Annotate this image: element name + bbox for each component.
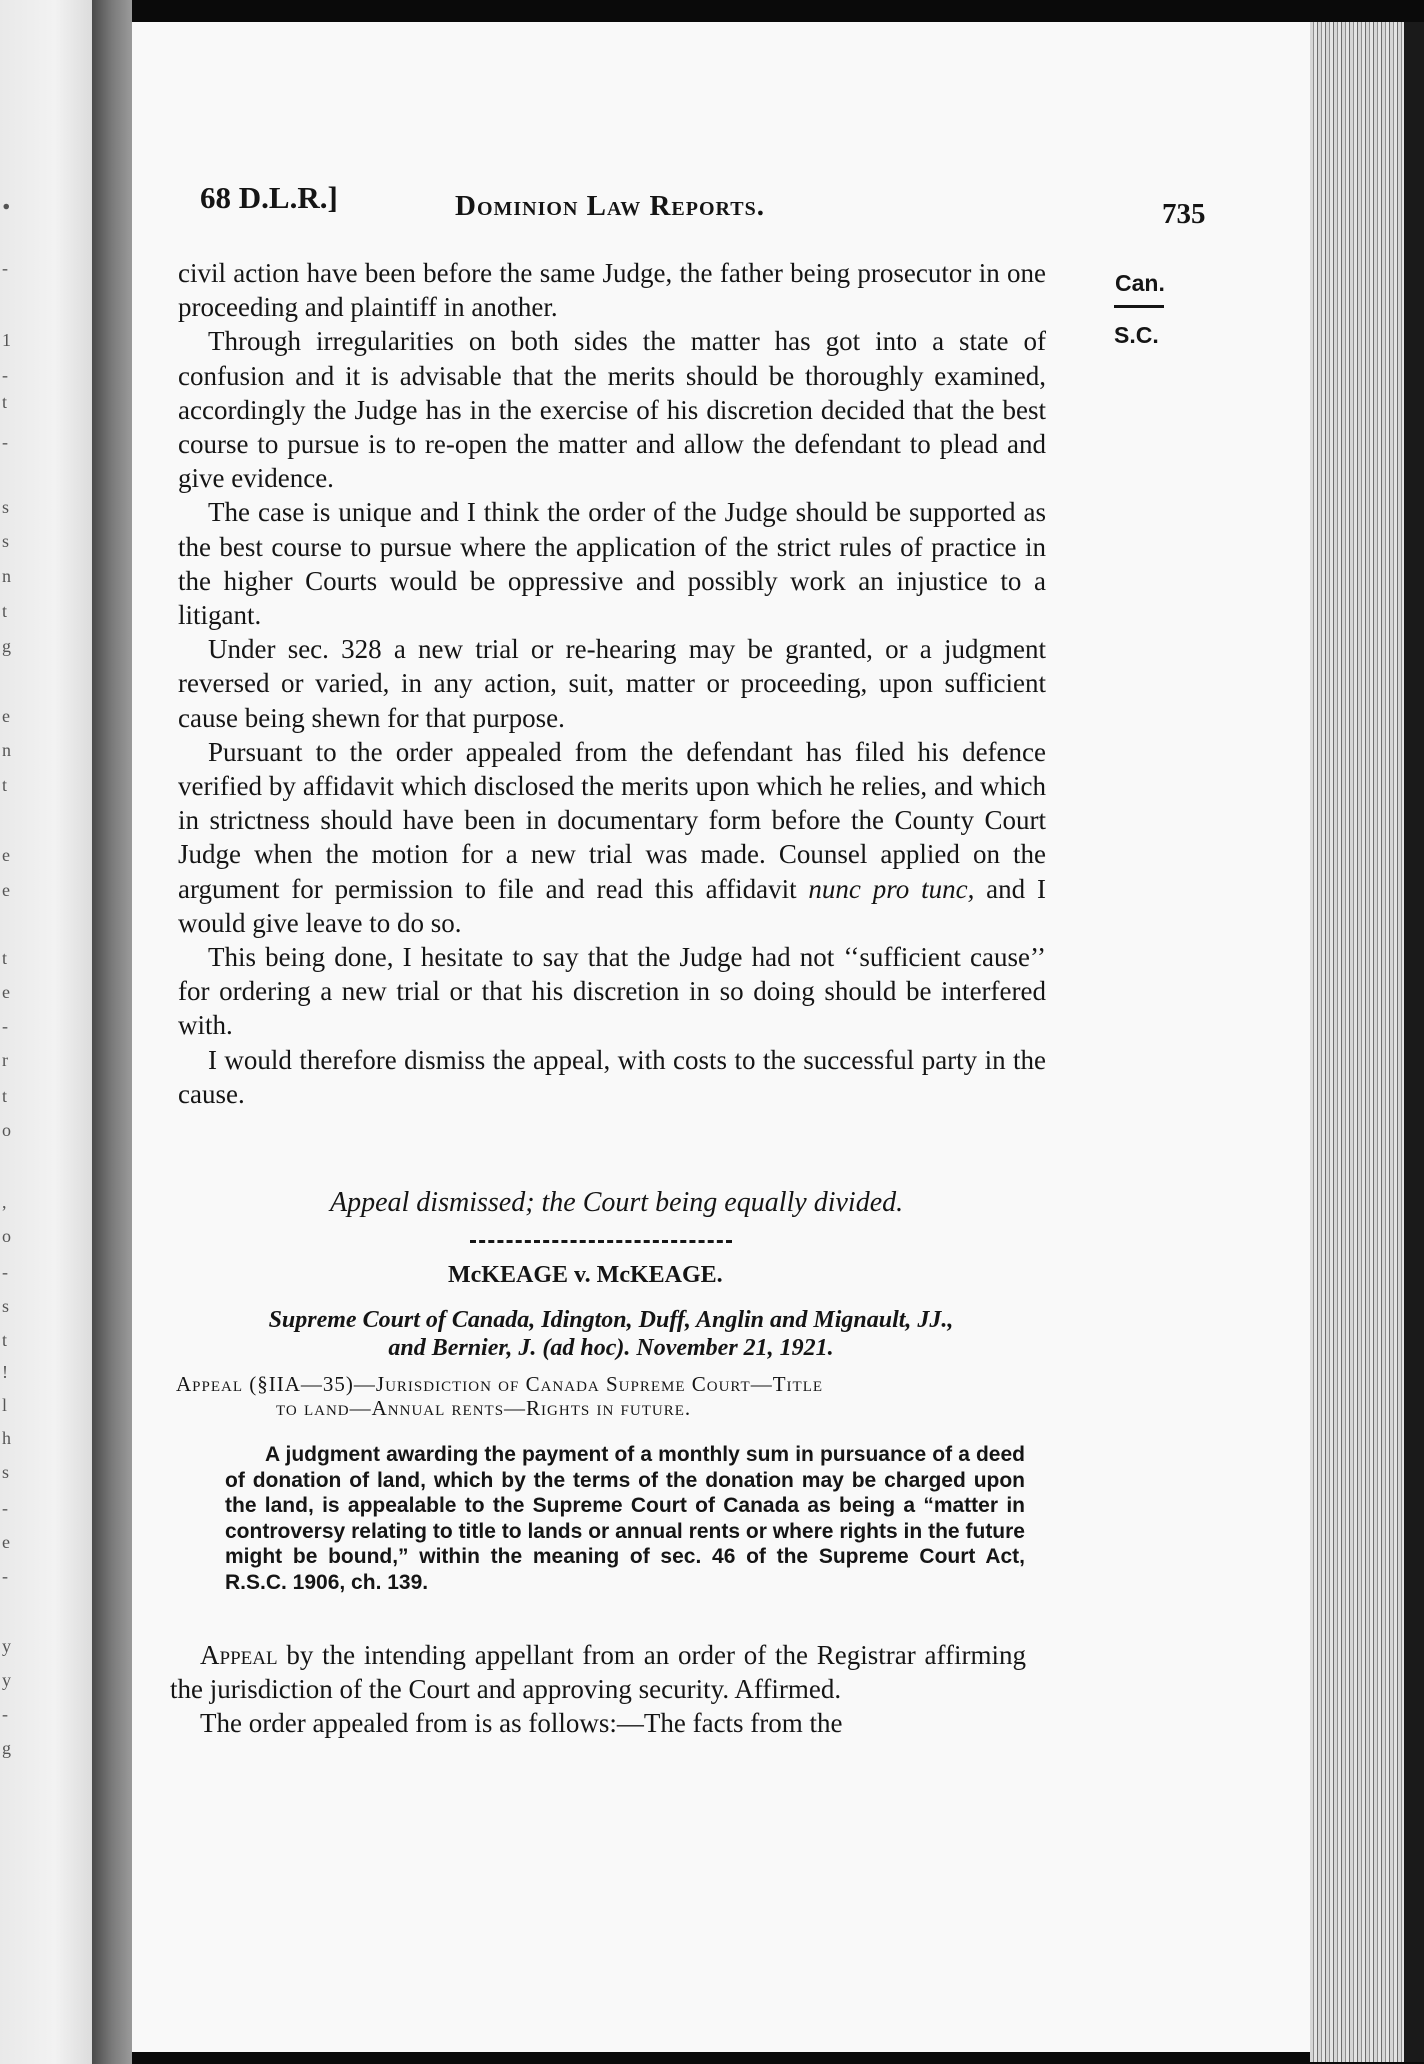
fragment: e	[2, 982, 10, 1002]
fragment: o	[2, 1226, 11, 1246]
fragment: h	[2, 1428, 11, 1448]
headnote: A judgment awarding the payment of a monthly sum in pursuance of a deed of donation of land, which by the terms of the donation may be charged upon the land, is appealable to the Supreme Court of Canada as being a “matter in controversy relating to title to lands or annual rents or where rights in the future might be bound,” within the meaning of sec. 46 of the Supreme Court Act, R.S.C. 1906, ch. 139.	[225, 1443, 1025, 1594]
fragment: s	[2, 1296, 10, 1316]
fragment: -	[2, 1566, 8, 1586]
section-divider	[470, 1240, 732, 1243]
paragraph-text: by the intending appellant from an order of the Registrar affirming the jurisdiction of the Court and approving security. Affirmed.	[170, 1640, 1026, 1704]
fragment: -	[2, 432, 8, 452]
running-title: Dominion Law Reports.	[455, 190, 765, 222]
fragment: y	[2, 1670, 11, 1690]
catchline: Appeal (§IIA—35)—Jurisdiction of Canada Supreme Court—Title	[176, 1372, 824, 1396]
intro-word: Appeal	[200, 1640, 278, 1670]
fragment: -	[2, 258, 8, 278]
fragment: e	[2, 880, 10, 900]
volume-reference: 68 D.L.R.]	[200, 180, 338, 215]
facing-page-edge	[0, 0, 92, 2064]
fragment: e	[2, 706, 10, 726]
fragment: l	[2, 1395, 8, 1415]
paragraph	[178, 735, 1046, 940]
fragment: n	[2, 566, 11, 586]
paragraph: This being done, I hesitate to say that the Judge had not ‘‘sufficient cause’’ for ordering a new trial or that his discretion in so doing should be interfered with.	[178, 942, 1046, 1041]
page-number: 735	[1162, 198, 1206, 230]
court-line: and Bernier, J. (ad hoc). November 21, 1921.	[388, 1335, 834, 1361]
fragment: -	[2, 1262, 8, 1282]
paragraph: The case is unique and I think the order of the Judge should be supported as the best course to pursue where the application of the strict rules of practice in the higher Courts would be oppressive and possibly work an injustice to a litigant.	[178, 497, 1046, 631]
disposition: Appeal dismissed; the Court being equally divided.	[330, 1187, 904, 1218]
paragraph-text: and I would give leave to do so.	[178, 873, 1046, 938]
paragraph	[170, 1638, 1026, 1706]
fragment: -	[2, 1498, 8, 1518]
fragment: -	[2, 1016, 8, 1036]
fragment: s	[2, 1462, 10, 1482]
margin-rule	[1114, 305, 1164, 308]
fragment: e	[2, 845, 10, 865]
paragraph-text: Pursuant to the order appealed from the defendant has filed his defence verified by affidavit which disclosed the merits upon which he relies, and which in strictness should have been in documentary form before the County Court Judge when the motion for a new trial was made. Counsel applied on the argument for permission to file and read this affidavit	[178, 736, 1046, 904]
fragment: e	[2, 1532, 10, 1552]
fragment: 1	[2, 330, 11, 350]
fragment: t	[2, 392, 8, 412]
facing-page-text-fragments	[0, 0, 30, 2064]
page-edges	[1310, 22, 1424, 2062]
fragment: .	[2, 180, 11, 217]
catchline: to land—Annual rents—Rights in future.	[276, 1396, 692, 1420]
paragraph: Through irregularities on both sides the matter has got into a state of confusion and it is advisable that the merits should be thoroughly examined, accordingly the Judge has in the exercise of his discretion decided that the best course to pursue is to re-open the matter and allow the defendant to plead and give evidence.	[178, 326, 1046, 494]
catchlines	[176, 1372, 1046, 1420]
fragment: t	[2, 948, 8, 968]
fragment: -	[2, 365, 8, 385]
fragment: r	[2, 1050, 8, 1070]
paragraph: civil action have been before the same Judge, the father being prosecutor in one proceeding and plaintiff in another.	[178, 258, 1046, 323]
fragment: s	[2, 531, 10, 551]
margin-jurisdiction: Can.	[1115, 270, 1165, 296]
court-and-date	[176, 1306, 1046, 1362]
paragraph: Under sec. 328 a new trial or re-hearing may be granted, or a judgment reversed or varied, in any action, suit, matter or proceeding, upon sufficient cause being shewn for that purpose.	[178, 634, 1046, 733]
judgment-body	[178, 256, 1046, 1111]
latin-phrase: nunc pro tunc,	[808, 873, 975, 904]
fragment: t	[2, 1086, 8, 1106]
fragment: y	[2, 1636, 11, 1656]
fragment: t	[2, 775, 8, 795]
paragraph: The order appealed from is as follows:—The facts from the	[200, 1708, 843, 1738]
fragment: -	[2, 1704, 8, 1724]
book-gutter	[92, 0, 132, 2064]
margin-court: S.C.	[1114, 322, 1159, 348]
fragment: t	[2, 1330, 8, 1350]
fragment: g	[2, 1738, 11, 1758]
fragment: o	[2, 1120, 11, 1140]
court-line: Supreme Court of Canada, Idington, Duff, Anglin and Mignault, JJ.,	[268, 1307, 954, 1333]
fragment: t	[2, 601, 8, 621]
case-opening	[170, 1638, 1026, 1740]
case-title: McKEAGE v. McKEAGE.	[448, 1262, 723, 1288]
paragraph: I would therefore dismiss the appeal, with costs to the successful party in the cause.	[178, 1044, 1046, 1109]
fragment: !	[2, 1362, 8, 1382]
fragment: s	[2, 497, 10, 517]
fragment: g	[2, 636, 11, 656]
fragment: n	[2, 740, 11, 760]
fragment: ,	[2, 1192, 7, 1212]
